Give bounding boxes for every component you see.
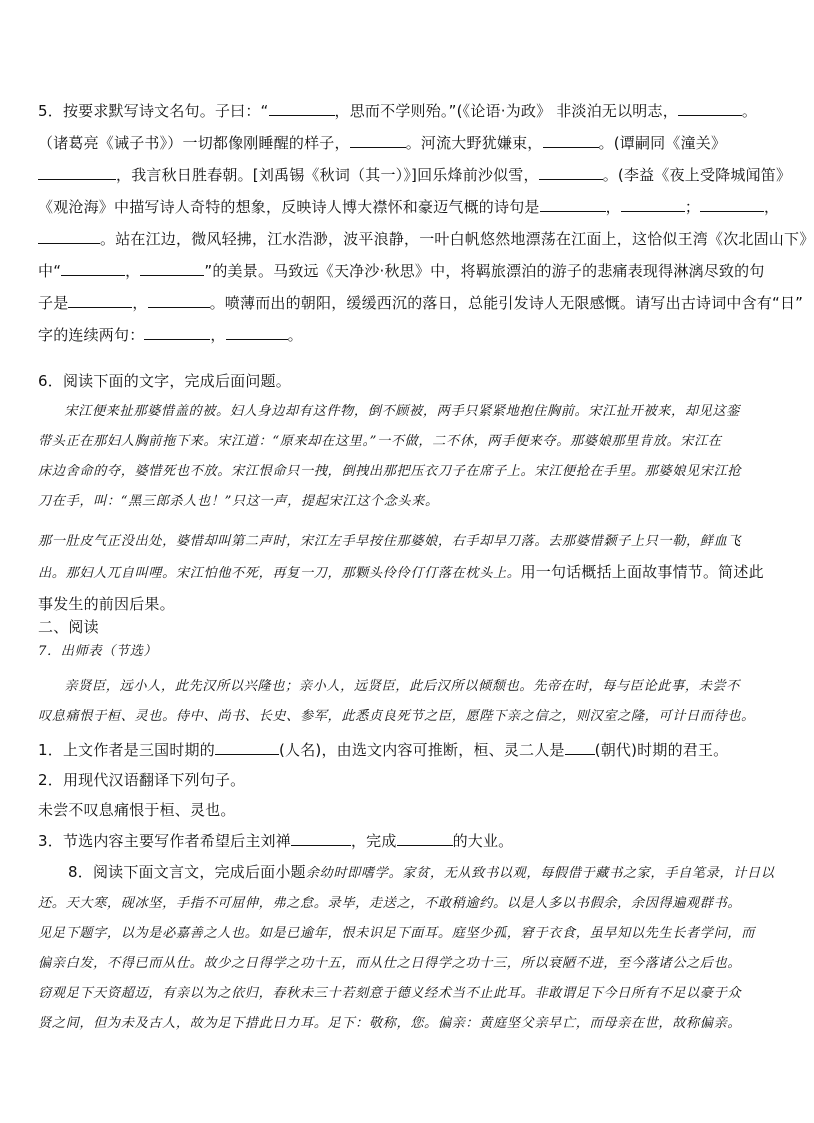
- passage-line: 床边舍命的夺，婆惜死也不放。宋江恨命只一拽，倒拽出那把压衣刀子在席子上。宋江便抢在手里。那婆娘见宋江抢: [38, 464, 742, 479]
- passage-line: 刀在手，叫：“黑三郎杀人也！”只这一声，提起宋江这个念头来。: [38, 494, 439, 509]
- passage-line: 宋江便来扯那婆惜盖的被。妇人身边却有这件物，倒不顾被，两手只紧紧地抱住胸前。宋江扯开被来，却见这銮: [64, 404, 740, 419]
- question-7-sub-2-sentence: 未尝不叹息痛恨于桓、灵也。: [38, 801, 236, 819]
- section-heading: 二、阅读: [38, 618, 99, 636]
- question-7-passage: [38, 672, 770, 732]
- question-5: [38, 95, 814, 351]
- answer-blank[interactable]: [226, 323, 288, 340]
- passage-line: 出。那妇人兀自叫哩。宋江怕他不死，再复一刀，那颗头伶伶仃仃落在枕头上。用一句话概括上面故事情节。简述此: [38, 563, 764, 581]
- passage-line: 叹息痛恨于桓、灵也。侍中、尚书、长史、参军，此悉贞良死节之臣，愿陛下亲之信之，则汉室之隆，可计日而待也。: [38, 709, 755, 724]
- passage-line: 窃观足下天资超迈，有亲以为之依归，春秋未三十若刻意于德义经术当不止此耳。非敢谓足下今日所有不足以豪于众: [38, 986, 742, 1001]
- answer-blank[interactable]: [144, 323, 210, 340]
- answer-blank[interactable]: [397, 829, 453, 846]
- question-6-passage-continued: [38, 527, 770, 619]
- q5-line-1: 5．按要求默写诗文名句。子曰：“ ，思而不学则殆。”(《论语·为政》 非淡泊无以明志， 。: [38, 95, 770, 127]
- q5-line-7: 子是 ， 。喷薄而出的朝阳，缓缓西沉的落日，总能引发诗人无限感慨。请写出古诗词中含有“日”: [38, 287, 770, 319]
- passage-line: 偏亲白发，不得已而从仕。故少之日得学之功十五，而从仕之日得学之功十三，所以衰陋不进，至今落诸公之后也。: [38, 956, 742, 971]
- question-7-sub-1: 1．上文作者是三国时期的 (人名)，由选文内容可推断，桓、灵二人是 (朝代)时期的君王。: [38, 734, 770, 766]
- q5-line-4: 《观沧海》中描写诗人奇特的想象，反映诗人博大襟怀和豪迈气概的诗句是 ， ； ，: [38, 191, 770, 223]
- answer-blank[interactable]: [540, 195, 606, 212]
- passage-line: 那一肚皮气正没出处，婆惜却叫第二声时，宋江左手早按住那婆娘，右手却早刀落。去那婆惜颡子上只一勒，鲜血飞: [38, 534, 742, 549]
- q5-line-5: 。站在江边，微风轻拂，江水浩渺，波平浪静，一叶白帆悠然地漂荡在江面上，这恰似王湾《次北固山下》: [38, 223, 770, 255]
- answer-blank[interactable]: [61, 259, 125, 276]
- question-7-title: 7．出师表（节选）: [38, 644, 158, 659]
- answer-blank[interactable]: [565, 738, 595, 755]
- question-8: [38, 857, 775, 1039]
- answer-blank[interactable]: [291, 829, 351, 846]
- passage-line: 见足下题字，以为是必嘉善之人也。如是已逾年，恨未识足下面耳。庭坚少孤，窘于衣食，虽早知以先生长者学问，而: [38, 926, 755, 941]
- answer-blank[interactable]: [539, 163, 603, 180]
- answer-blank[interactable]: [350, 131, 406, 148]
- answer-blank[interactable]: [148, 291, 210, 308]
- q5-line-8: 字的连续两句： ， 。: [38, 319, 770, 351]
- answer-blank[interactable]: [68, 291, 132, 308]
- task-line: 事发生的前因后果。: [38, 595, 175, 613]
- answer-blank[interactable]: [38, 227, 100, 244]
- passage-line: 还。天大寒，砚冰坚，手指不可屈伸，弗之怠。录毕，走送之，不敢稍逾约。以是人多以书假余，余因得遍观群书。: [38, 896, 742, 911]
- answer-blank[interactable]: [543, 131, 599, 148]
- q5-line-2: （诸葛亮《诫子书》）一切都像刚睡醒的样子， 。河流大野犹嫌束， 。(谭嗣同《潼关》: [38, 127, 770, 159]
- passage-line: 8．阅读下面文言文，完成后面小题余幼时即嗜学。家贫，无从致书以观，每假借于藏书之家，手自笔录，计日以: [68, 863, 775, 881]
- answer-blank[interactable]: [269, 99, 335, 116]
- answer-blank[interactable]: [140, 259, 204, 276]
- answer-blank[interactable]: [621, 195, 685, 212]
- q5-line-6: 中“ ， ”的美景。马致远《天净沙·秋思》中，将羁旅漂泊的游子的悲痛表现得淋漓尽致的句: [38, 255, 770, 287]
- passage-line: 贤之间，但为未及古人，故为足下措此日力耳。足下：敬称，您。偏亲：黄庭坚父亲早亡，而母亲在世，故称偏亲。: [38, 1016, 742, 1031]
- q5-line-3: ，我言秋日胜春朝。[刘禹锡《秋词（其一）》]回乐烽前沙似雪， 。(李益《夜上受降城闻笛》: [38, 159, 770, 191]
- passage-line: 带头正在那妇人胸前拖下来。宋江道：“原来却在这里。”一不做，二不休，两手便来夺。那婆娘那里肯放。宋江在: [38, 434, 722, 449]
- answer-blank[interactable]: [38, 163, 116, 180]
- question-7-sub-2: 2．用现代汉语翻译下列句子。: [38, 771, 246, 789]
- question-7-sub-3: 3．节选内容主要写作者希望后主刘禅 ，完成 的大业。: [38, 825, 770, 857]
- question-6-title: 6．阅读下面的文字，完成后面问题。: [38, 372, 291, 390]
- answer-blank[interactable]: [215, 738, 279, 755]
- answer-blank[interactable]: [678, 99, 742, 116]
- question-6-passage: [38, 397, 770, 517]
- answer-blank[interactable]: [700, 195, 764, 212]
- passage-line: 亲贤臣，远小人，此先汉所以兴隆也；亲小人，远贤臣，此后汉所以倾颓也。先帝在时，每与臣论此事，未尝不: [64, 679, 740, 694]
